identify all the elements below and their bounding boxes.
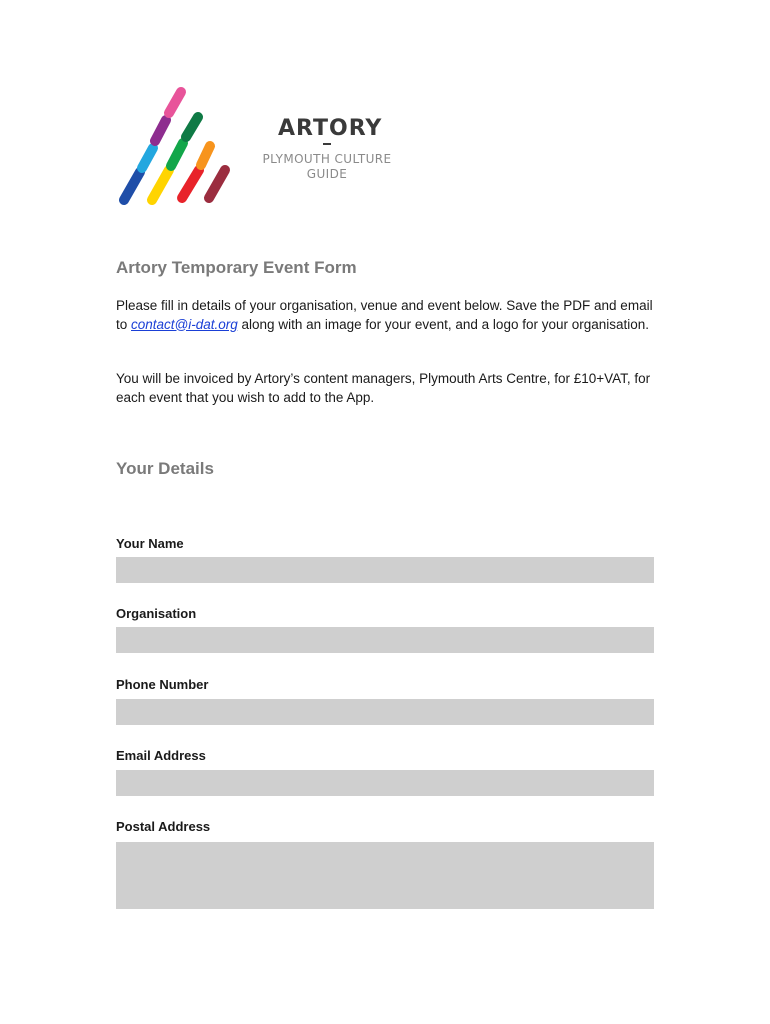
logo-stripe [171, 143, 183, 166]
logo-stripe [182, 170, 199, 198]
artory-stripes-icon [112, 82, 242, 212]
organisation-field[interactable] [116, 627, 654, 653]
brand-dash [323, 143, 331, 145]
contact-email-link[interactable]: contact@i-dat.org [131, 316, 238, 332]
logo-stripe [124, 172, 140, 200]
your-name-label: Your Name [116, 536, 184, 551]
logo-stripe [209, 170, 225, 198]
phone-number-label: Phone Number [116, 677, 209, 692]
email-address-field[interactable] [116, 770, 654, 796]
logo-stripe [152, 170, 169, 200]
postal-address-label: Postal Address [116, 819, 211, 834]
organisation-label: Organisation [116, 606, 197, 621]
postal-address-field[interactable] [116, 842, 654, 909]
intro-text-end: along with an image for your event, and a logo for your organisation. [237, 316, 650, 332]
logo-stripe [201, 146, 210, 165]
logo-stripe [155, 120, 166, 141]
brand-subtitle-line1: PLYMOUTH CULTURE [262, 152, 392, 166]
logo-stripe [142, 148, 153, 168]
logo-stripe [169, 92, 181, 113]
logo-stripe [186, 117, 198, 137]
form-title: Artory Temporary Event Form [116, 258, 357, 277]
phone-number-field[interactable] [116, 699, 654, 725]
invoice-text: You will be invoiced by Artory’s content managers, Plymouth Arts Centre, for £10+VAT, for each event that you wish to add to the App. [116, 371, 651, 405]
your-name-field[interactable] [116, 557, 654, 583]
brand-subtitle [252, 152, 402, 182]
artory-logo [112, 82, 412, 212]
brand-subtitle-line2: GUIDE [306, 167, 348, 181]
intro-text [116, 297, 656, 334]
email-address-label: Email Address [116, 748, 206, 763]
your-details-heading: Your Details [116, 459, 214, 478]
brand-name: ARTORY [278, 116, 383, 141]
intro-text-start: Please fill in details of your organisation, venue and event below. Save the PDF and email to [116, 298, 653, 332]
